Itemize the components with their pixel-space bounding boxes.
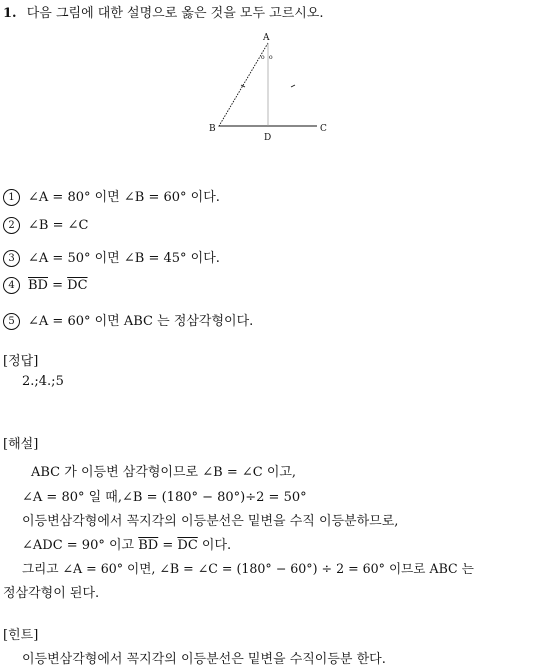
choice-4[interactable] bbox=[3, 277, 88, 294]
explanation-line bbox=[22, 534, 231, 553]
choice-mark: 3 bbox=[3, 250, 20, 267]
choice-mark: 4 bbox=[3, 277, 20, 294]
explanation-text: ∠ADC = 90° 이고 bbox=[22, 538, 139, 553]
segment-bd: $\overline{BD}$ bbox=[138, 538, 159, 553]
equals-sign: = bbox=[158, 538, 178, 553]
question-prompt: 다음 그림에 대한 설명으로 옳은 것을 모두 고르시오. bbox=[26, 6, 324, 21]
segment-dc: $\overline{DC}$ bbox=[177, 538, 198, 553]
answer-value: 2.;4.;5 bbox=[22, 374, 64, 389]
choice-text: ∠B = ∠C bbox=[28, 218, 89, 233]
choice-3[interactable] bbox=[3, 247, 220, 267]
explanation-line: 그리고 ∠A = 60° 이면, ∠B = ∠C = (180° − 60°) ÷ 2 = 60° 이므로 ABC 는 bbox=[22, 561, 474, 576]
answer-header: [정답] bbox=[3, 354, 39, 369]
hint-header: [힌트] bbox=[3, 628, 39, 643]
tick-mark-ac bbox=[291, 85, 295, 87]
segment-bd: $\overline{BD}$ bbox=[28, 278, 48, 293]
explanation-line: 정삼각형이 된다. bbox=[3, 586, 100, 601]
segment-dc: $\overline{DC}$ bbox=[67, 278, 88, 293]
choice-mark: 1 bbox=[3, 189, 20, 206]
choice-5[interactable] bbox=[3, 310, 253, 330]
equals-sign: = bbox=[47, 278, 68, 293]
choice-text: ∠A = 50° 이면 ∠B = 45° 이다. bbox=[28, 251, 220, 266]
explanation-line: ∠A = 80° 일 때,∠B = (180° − 80°)÷2 = 50° bbox=[22, 490, 307, 505]
choice-mark: 5 bbox=[3, 313, 20, 330]
choice-1[interactable] bbox=[3, 186, 220, 206]
question-header bbox=[3, 2, 324, 21]
explanation-line: ABC 가 이등변 삼각형이므로 ∠B = ∠C 이고, bbox=[31, 465, 297, 480]
explanation-header: [해설] bbox=[3, 437, 39, 452]
angle-mark-right: o bbox=[269, 54, 273, 61]
choice-mark: 2 bbox=[3, 217, 20, 234]
vertex-label-a: A bbox=[263, 33, 270, 43]
point-label-d: D bbox=[264, 133, 272, 143]
explanation-text: 이다. bbox=[197, 538, 232, 553]
hint-text: 이등변삼각형에서 꼭지각의 이등분선은 밑변을 수직이등분 한다. bbox=[22, 652, 386, 667]
vertex-label-b: B bbox=[209, 124, 216, 134]
angle-mark-left: o bbox=[261, 54, 265, 61]
choice-text: ∠A = 60° 이면 ABC 는 정삼각형이다. bbox=[28, 314, 254, 329]
choice-2[interactable] bbox=[3, 217, 88, 234]
explanation-line: 이등변삼각형에서 꼭지각의 이등분선은 밑변을 수직 이등분하므로, bbox=[22, 514, 399, 529]
question-number: 1. bbox=[3, 6, 17, 21]
choice-text: ∠A = 80° 이면 ∠B = 60° 이다. bbox=[28, 190, 220, 205]
vertex-label-c: C bbox=[320, 124, 327, 134]
isosceles-triangle-figure bbox=[205, 28, 330, 148]
